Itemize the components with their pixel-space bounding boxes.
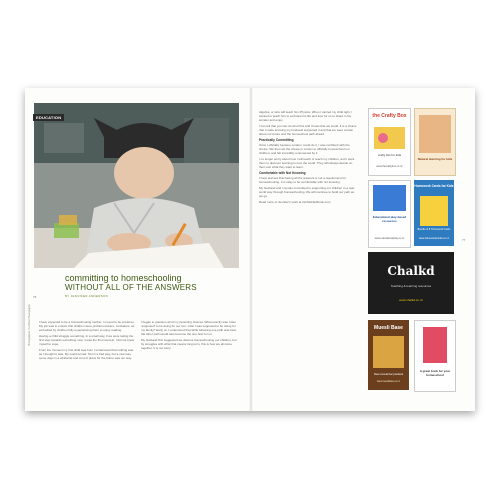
article-column-2 [141, 320, 239, 400]
child-drawing-illustration [34, 103, 239, 268]
ad-headline: Natural learning for kids [417, 157, 453, 161]
ad-url: www.chalkd.co.nz [399, 298, 423, 302]
ad-image [373, 336, 404, 368]
paragraph: I have expected to be a homeschooling mother. I moved to be a learner. My job was to ensure that children were problem-solvers, motivators, as embodied by children fully experiencing them to enjoy reading. [39, 320, 135, 332]
article-byline: BY JENNIFER ANDERSON [65, 294, 109, 298]
ad-subtext: Teaching & learning resources [390, 284, 432, 288]
paragraph: I can tell that you can do all of this and I knew that we could. It is a choice that I made knowing my husband supported it and that we were certain about our future and the homeschool path ahead. [259, 124, 357, 136]
ad-kids [414, 108, 456, 176]
ad-url: www.mueslibase.co.nz [376, 381, 401, 383]
paragraph: My husband first suggested we discuss homeschooling our children, but by struggles with what that means long term, this is how we all came together. It is our story. [141, 338, 237, 350]
photo-credit: Photographer: Pa Oliver Photography [28, 304, 31, 346]
article-column-3 [259, 110, 357, 400]
ad-brand: Muesli Base [374, 325, 403, 331]
paragraph: From the moment my first child was born I understood that nothing was as I thought it was. My world turned. Not in a bad way, but a new way, some days in a whirlwind and a lot of plans for the future was our way. [39, 348, 134, 360]
ad-url: www.thecraftybox.co.nz [376, 165, 403, 168]
magazine-spread [25, 88, 475, 411]
ad-url: www.homeworkcards.co.nz [418, 237, 450, 240]
paragraph: Once I officially became certain I could do it, I was confident with the choice. We then set the choice in motion to officially homeschool our children, and felt incredibly empowered by it. [259, 143, 350, 155]
ad-image [419, 115, 451, 153]
paragraph: Algebra, or who will teach him Physics. When I carried my child right, I wanted to teach him to embrace his life and love for us to share in his wonder and enjoy. [259, 110, 353, 122]
ad-chalkd [368, 252, 454, 314]
subheading: Practically Committing [259, 138, 294, 142]
paragraph: I no longer worry about how I will teach or teach my children, and I want them to discover learning to love the world. They will always decide on their own what they want to learn. [259, 157, 355, 169]
ad-brand: Chalkd [387, 264, 435, 278]
article-photo [34, 103, 239, 268]
page-number-right: 77 [462, 238, 466, 242]
article-title-block [65, 273, 245, 298]
article-title: committing to homeschooling [65, 273, 182, 283]
paragraph: Read more of Jennifer's work at OurMobileMinds.com [259, 200, 331, 204]
ad-url: www.educationalplay.co.nz [374, 237, 405, 240]
page-number-left: 76 [33, 295, 37, 299]
paragraph: I have learned that having all the answers is not a requirement for homeschooling. It is okay to be comfortable with not knowing. [259, 176, 347, 184]
ad-image [373, 185, 406, 211]
article-column-1 [39, 320, 135, 400]
ad-subtext: Bundle of 8 Homework Cards [417, 228, 451, 231]
ad-muesli-base [368, 320, 409, 390]
ad-crafty-box [368, 108, 411, 176]
ad-brand: the Crafty Box [372, 113, 407, 119]
ad-homework-cards [414, 180, 454, 246]
ad-image [420, 196, 448, 226]
ad-book [414, 320, 456, 392]
ad-graphic [378, 133, 388, 143]
ad-image [423, 327, 447, 363]
paragraph: My husband and I remain committed to supporting our children in a real-world way through homeschooling. We will continue to build our path as we go. [259, 186, 355, 198]
ad-subtext: New cereal bar packets [373, 372, 404, 376]
paragraph: Having a child struggle something, in a small way, if we were taking the first step towards something new, it was the first real test. I did not know myself to cope. [39, 334, 135, 346]
ad-headline: A great book for your homeschool [419, 369, 451, 377]
subheading: Comfortable with Not Knowing [259, 171, 306, 175]
article-subtitle: WITHOUT ALL OF THE ANSWERS [65, 283, 197, 292]
page-gutter [249, 88, 253, 411]
ad-headline: Homework Cards for Kids [414, 184, 454, 188]
ad-headline: Educational play-based resources [372, 215, 407, 223]
ad-tagline: crafty kits for kids [377, 153, 402, 157]
paragraph: I began to question all of my parenting choices. What exactly was I was 'supposed' to be doing for our son, what I was supposed to be doing for my family? Early on I understood that while following one path was best, the other path would also become the one best for us. [141, 320, 237, 336]
section-tag: EDUCATION [33, 114, 64, 121]
ad-educational [368, 180, 411, 248]
